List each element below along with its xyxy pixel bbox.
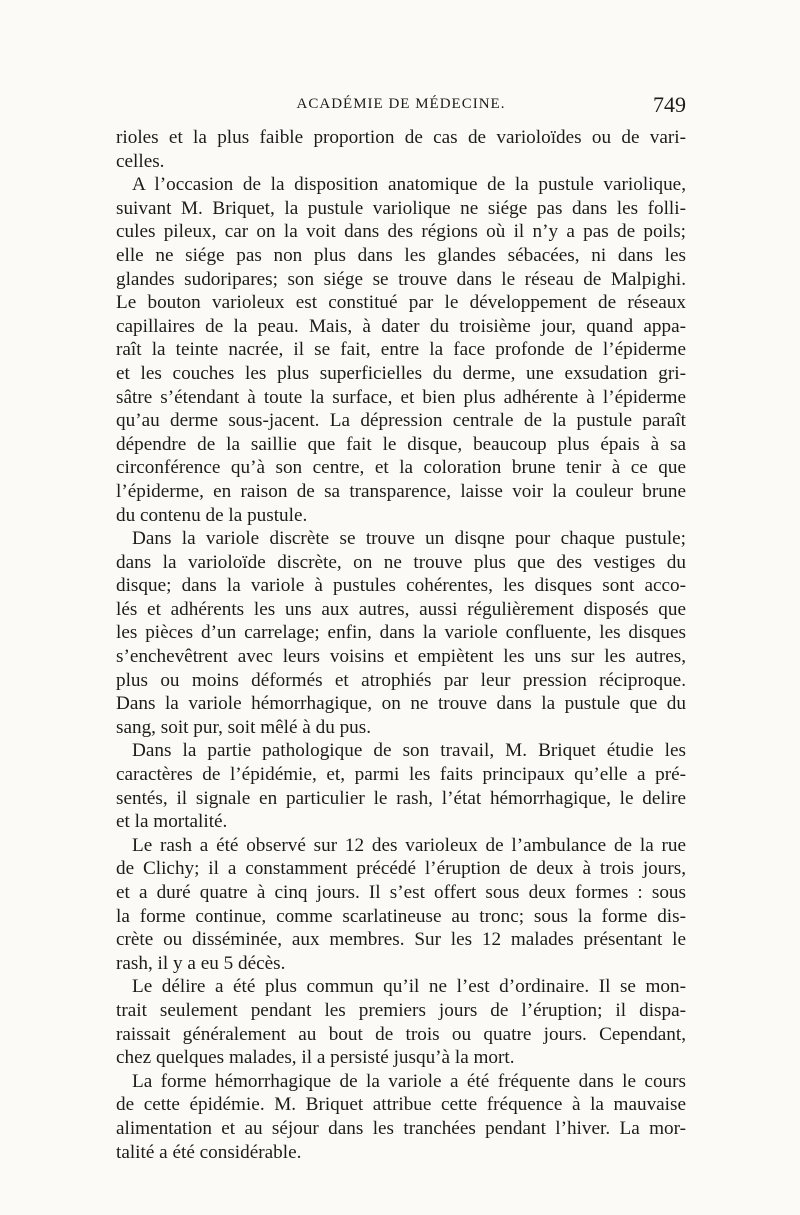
text-line: raît la teinte nacrée, il se fait, entre la face profonde de l’épiderme (116, 339, 686, 361)
text-line: sâtre s’étendant à toute la surface, et bien plus adhérente à l’épiderme (116, 386, 686, 408)
text-line: Le bouton varioleux est constitué par le développement de réseaux (116, 292, 686, 314)
text-line: Dans la partie pathologique de son travail, M. Briquet étudie les (132, 740, 686, 762)
text-line: chez quelques malades, il a persisté jusqu’à la mort. (116, 1047, 515, 1069)
text-line: sang, soit pur, soit mêlé à du pus. (116, 716, 372, 738)
text-line: raissait généralement au bout de trois ou quatre jours. Cependant, (116, 1023, 686, 1045)
text-line: circonférence qu’à son centre, et la coloration brune tenir à ce que (116, 457, 686, 479)
body-text (116, 126, 686, 1164)
text-line: crète ou disséminée, aux membres. Sur les 12 malades présentant le (116, 929, 686, 951)
text-line: l’épiderme, en raison de sa transparence, laisse voir la couleur brune (116, 480, 686, 502)
text-line: caractères de l’épidémie, et, parmi les faits principaux qu’elle a pré- (116, 764, 686, 786)
text-line: celles. (116, 150, 165, 172)
page-header (116, 92, 686, 126)
text-line: disque; dans la variole à pustules cohérentes, les disques sont acco- (116, 575, 686, 597)
text-line: capillaires de la peau. Mais, à dater du troisième jour, quand appa- (116, 315, 686, 337)
text-line: et la mortalité. (116, 811, 228, 833)
text-line: dans la varioloïde discrète, on ne trouve plus que des vestiges du (116, 551, 686, 573)
text-line: et les couches les plus superficielles du derme, une exsudation gri- (116, 362, 686, 384)
text-line: alimentation et au séjour dans les tranchées pendant l’hiver. La mor- (116, 1117, 686, 1139)
text-line: trait seulement pendant les premiers jours de l’éruption; il dispa- (116, 999, 686, 1021)
running-head: ACADÉMIE DE MÉDECINE. (296, 96, 506, 112)
text-line: de cette épidémie. M. Briquet attribue cette fréquence à la mauvaise (116, 1094, 686, 1116)
text-line: rash, il y a eu 5 décès. (116, 952, 286, 974)
text-line: lés et adhérents les uns aux autres, aussi régulièrement disposés que (116, 598, 686, 620)
text-line: glandes sudoripares; son siége se trouve dans le réseau de Malpighi. (116, 268, 686, 290)
text-line: cules pileux, car on la voit dans des régions où il n’y a pas de poils; (116, 221, 686, 243)
text-line: plus ou moins déformés et atrophiés par leur pression réciproque. (116, 669, 686, 691)
text-line: rioles et la plus faible proportion de cas de varioloïdes ou de vari- (116, 127, 686, 148)
text-line: qu’au derme sous-jacent. La dépression centrale de la pustule paraît (116, 410, 686, 432)
text-line: dépendre de la saillie que fait le disque, beaucoup plus épais à sa (116, 433, 686, 455)
text-line: A l’occasion de la disposition anatomique de la pustule variolique, (132, 174, 686, 196)
text-line: elle ne siége pas non plus dans les glandes sébacées, ni dans les (116, 244, 686, 266)
text-line: talité a été considérable. (116, 1141, 302, 1163)
text-line: s’enchevêtrent avec leurs voisins et empiètent les uns sur les autres, (116, 646, 686, 668)
text-line: du contenu de la pustule. (116, 504, 308, 526)
text-line: sentés, il signale en particulier le rash, l’état hémorrhagique, le delire (116, 787, 686, 809)
text-line: La forme hémorrhagique de la variole a été fréquente dans le cours (132, 1070, 686, 1092)
page-number: 749 (653, 92, 686, 117)
text-line: suivant M. Briquet, la pustule variolique ne siége pas dans les folli- (116, 197, 686, 219)
text-line: Dans la variole hémorrhagique, on ne trouve dans la pustule que du (116, 693, 686, 715)
text-line: Le délire a été plus commun qu’il ne l’est d’ordinaire. Il se mon- (132, 976, 686, 998)
text-line: les pièces d’un carrelage; enfin, dans la variole confluente, les disques (116, 622, 686, 644)
text-line: et a duré quatre à cinq jours. Il s’est offert sous deux formes : sous (116, 882, 686, 903)
text-line: de Clichy; il a constamment précédé l’éruption de deux à trois jours, (116, 858, 686, 880)
text-line: Dans la variole discrète se trouve un disqne pour chaque pustule; (132, 528, 686, 550)
text-line: Le rash a été observé sur 12 des varioleux de l’ambulance de la rue (132, 834, 686, 856)
text-line: la forme continue, comme scarlatineuse au tronc; sous la forme dis- (116, 905, 686, 927)
